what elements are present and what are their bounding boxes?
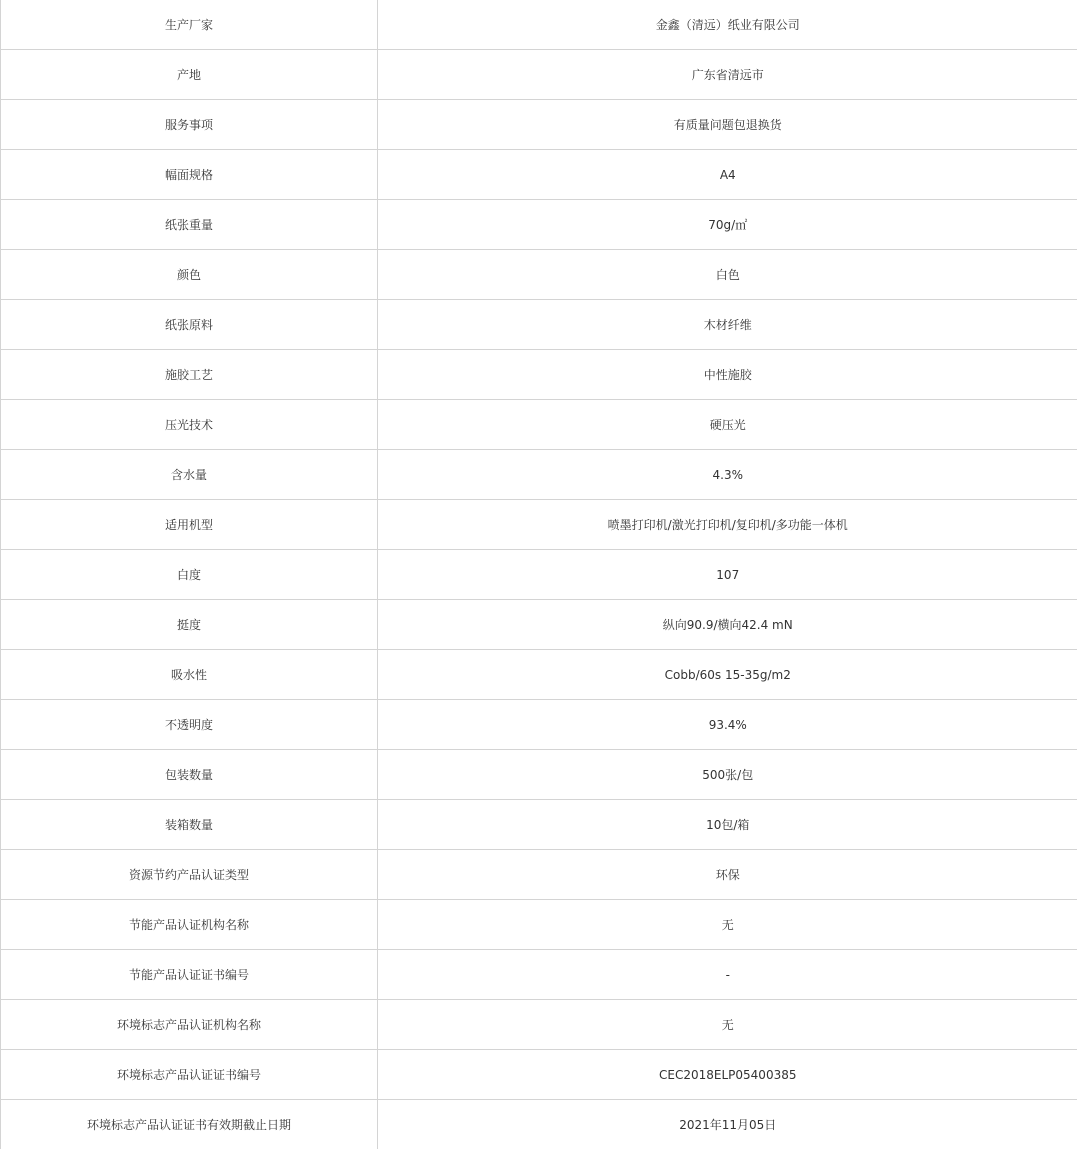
table-row (1, 750, 1077, 800)
table-row (1, 900, 1077, 950)
spec-value: 木材纤维 (378, 300, 1077, 350)
spec-value: 无 (378, 1000, 1077, 1050)
spec-value: 喷墨打印机/激光打印机/复印机/多功能一体机 (378, 500, 1077, 550)
table-row (1, 0, 1077, 50)
spec-label: 环境标志产品认证证书有效期截止日期 (1, 1100, 378, 1149)
spec-label: 产地 (1, 50, 378, 100)
table-row (1, 350, 1077, 400)
spec-value: 10包/箱 (378, 800, 1077, 850)
spec-value: 环保 (378, 850, 1077, 900)
spec-value: 硬压光 (378, 400, 1077, 450)
spec-value: - (378, 950, 1077, 1000)
spec-label: 幅面规格 (1, 150, 378, 200)
spec-value: 500张/包 (378, 750, 1077, 800)
spec-label: 环境标志产品认证机构名称 (1, 1000, 378, 1050)
spec-value: 107 (378, 550, 1077, 600)
table-row (1, 1000, 1077, 1050)
spec-label: 压光技术 (1, 400, 378, 450)
table-row (1, 50, 1077, 100)
table-row (1, 450, 1077, 500)
spec-label: 资源节约产品认证类型 (1, 850, 378, 900)
spec-value: A4 (378, 150, 1077, 200)
table-row (1, 500, 1077, 550)
spec-value: 中性施胶 (378, 350, 1077, 400)
spec-label: 施胶工艺 (1, 350, 378, 400)
spec-label: 纸张重量 (1, 200, 378, 250)
table-row (1, 150, 1077, 200)
table-row (1, 850, 1077, 900)
table-row (1, 650, 1077, 700)
table-row (1, 700, 1077, 750)
spec-label: 服务事项 (1, 100, 378, 150)
table-row (1, 550, 1077, 600)
spec-label: 纸张原料 (1, 300, 378, 350)
spec-value: CEC2018ELP05400385 (378, 1050, 1077, 1100)
spec-label: 节能产品认证证书编号 (1, 950, 378, 1000)
spec-value: 广东省清远市 (378, 50, 1077, 100)
table-row (1, 600, 1077, 650)
spec-value: 无 (378, 900, 1077, 950)
spec-label: 白度 (1, 550, 378, 600)
spec-label: 环境标志产品认证证书编号 (1, 1050, 378, 1100)
spec-label: 节能产品认证机构名称 (1, 900, 378, 950)
table-row (1, 800, 1077, 850)
table-row (1, 950, 1077, 1000)
spec-label: 适用机型 (1, 500, 378, 550)
table-row (1, 1050, 1077, 1100)
spec-label: 吸水性 (1, 650, 378, 700)
spec-label: 装箱数量 (1, 800, 378, 850)
table-row (1, 200, 1077, 250)
spec-label: 含水量 (1, 450, 378, 500)
spec-value: 金鑫（清远）纸业有限公司 (378, 0, 1077, 50)
spec-value: 白色 (378, 250, 1077, 300)
spec-value: 有质量问题包退换货 (378, 100, 1077, 150)
spec-value: 93.4% (378, 700, 1077, 750)
spec-label: 包装数量 (1, 750, 378, 800)
spec-label: 挺度 (1, 600, 378, 650)
table-row (1, 400, 1077, 450)
spec-label: 不透明度 (1, 700, 378, 750)
table-row (1, 300, 1077, 350)
table-row (1, 1100, 1077, 1149)
spec-label: 颜色 (1, 250, 378, 300)
spec-value: 70g/㎡ (378, 200, 1077, 250)
spec-value: 纵向90.9/横向42.4 mN (378, 600, 1077, 650)
spec-value: Cobb/60s 15-35g/m2 (378, 650, 1077, 700)
spec-value: 4.3% (378, 450, 1077, 500)
table-row (1, 250, 1077, 300)
spec-label: 生产厂家 (1, 0, 378, 50)
table-row (1, 100, 1077, 150)
spec-value: 2021年11月05日 (679, 1117, 777, 1132)
